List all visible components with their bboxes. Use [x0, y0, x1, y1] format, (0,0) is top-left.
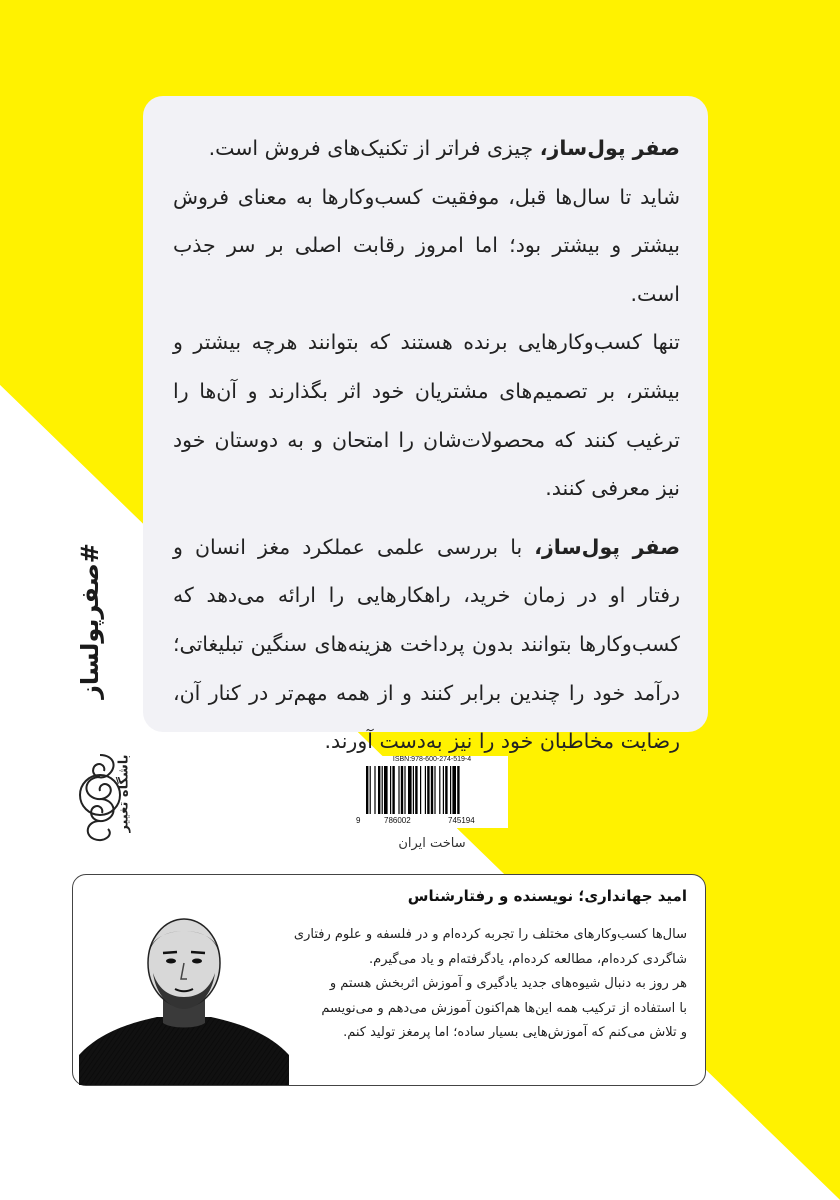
blurb-paragraph-4	[173, 523, 680, 766]
book-title-bold: صفر پول‌ساز،	[534, 534, 680, 559]
blurb-paragraph-1	[173, 124, 680, 173]
publisher-name-vertical	[96, 738, 152, 848]
author-bio-line: شاگردی کرده‌ام، مطالعه کرده‌ام، یادگرفته‌ام و یاد می‌گیرم.	[369, 951, 687, 967]
barcode-bar	[415, 766, 417, 814]
author-bio-line: با استفاده از ترکیب همه این‌ها هم‌اکنون آموزش می‌دهم و می‌نویسم	[321, 1000, 687, 1016]
barcode-bar	[431, 766, 433, 814]
book-title-bold: صفر پول‌ساز،	[539, 136, 680, 160]
barcode-bar	[457, 766, 459, 814]
barcode-bar	[452, 766, 456, 814]
blurb-paragraph-2: شاید تا سال‌ها قبل، موفقیت کسب‌وکارها به معنای فروش بیشتر و بیشتر بود؛ اما امروز رقابت اصلی بر سر جذب است.	[173, 184, 680, 306]
barcode-digits-right: 745194	[448, 816, 475, 825]
author-bio-line: هر روز به دنبال شیوه‌های جدید یادگیری و آموزش اثربخش هستم و	[329, 976, 687, 991]
hashtag-text: #صفرپولساز	[76, 543, 105, 699]
barcode-block	[356, 756, 508, 828]
barcode-bars	[362, 766, 502, 818]
blurb-card	[143, 96, 708, 754]
barcode-bar	[384, 766, 388, 814]
barcode-bar	[434, 766, 435, 814]
barcode-bar	[425, 766, 426, 814]
barcode-bar	[382, 766, 383, 814]
barcode-bar	[390, 766, 391, 814]
barcode-bar	[374, 766, 375, 814]
isbn-label: ISBN:978-600-274-519-4	[392, 756, 472, 763]
barcode-bar	[401, 766, 403, 814]
author-bio-line: و تلاش می‌کنم که آموزش‌هایی بسیار ساده؛ اما پرمغز تولید کنم.	[343, 1025, 687, 1040]
barcode-bar	[404, 766, 405, 814]
barcode-bar	[450, 766, 451, 814]
barcode-digit-left: 9	[356, 816, 361, 825]
made-in-label: ساخت ایران	[398, 836, 466, 851]
blurb-text: با بررسی علمی عملکرد مغز انسان و رفتار او در زمان خرید، راهکارهایی را ارائه می‌دهد که کسب‌وکارها بتوانند بدون پرداخت هزینه‌های سنگین تبلیغاتی؛ درآمد خود را چندین برابر کنند و از همه مهم‌تر در کنار آن، رضایت مخاطبان خود را نیز به‌دست آورند.	[173, 534, 680, 754]
blurb-paragraph-3: تنها کسب‌وکارهایی برنده هستند که بتوانند هرچه بیشتر و بیشتر، بر تصمیم‌های مشتریان خود اثر بگذارند و آن‌ها را ترغیب کنند که محصولات‌شان را امتحان و به دوستان خود نیز معرفی کنند.	[173, 330, 680, 501]
hashtag-vertical	[62, 543, 118, 699]
barcode-bar	[370, 766, 371, 814]
barcode-bar	[366, 766, 368, 814]
author-bio-line: سال‌ها کسب‌وکارهای مختلف را تجربه کرده‌ام و در فلسفه و علوم رفتاری	[293, 927, 687, 942]
author-photo	[79, 905, 289, 1085]
author-title: امید جهانداری؛ نویسنده و رفتارشناس	[407, 887, 687, 905]
barcode-bar	[378, 766, 380, 814]
barcode-bar	[427, 766, 429, 814]
author-bio	[283, 923, 687, 1046]
barcode-digits-mid: 786002	[384, 816, 411, 825]
barcode-bar	[445, 766, 447, 814]
barcode-bar	[398, 766, 399, 814]
barcode-bar	[420, 766, 421, 814]
author-box	[72, 874, 706, 1086]
barcode-bar	[392, 766, 394, 814]
barcode-bar	[413, 766, 414, 814]
blurb-text: چیزی فراتر از تکنیک‌های فروش است.	[208, 136, 540, 160]
barcode-bar	[443, 766, 444, 814]
publisher-name: باشگاه تغییر	[116, 753, 132, 833]
barcode-bar	[408, 766, 412, 814]
barcode-bar	[439, 766, 440, 814]
